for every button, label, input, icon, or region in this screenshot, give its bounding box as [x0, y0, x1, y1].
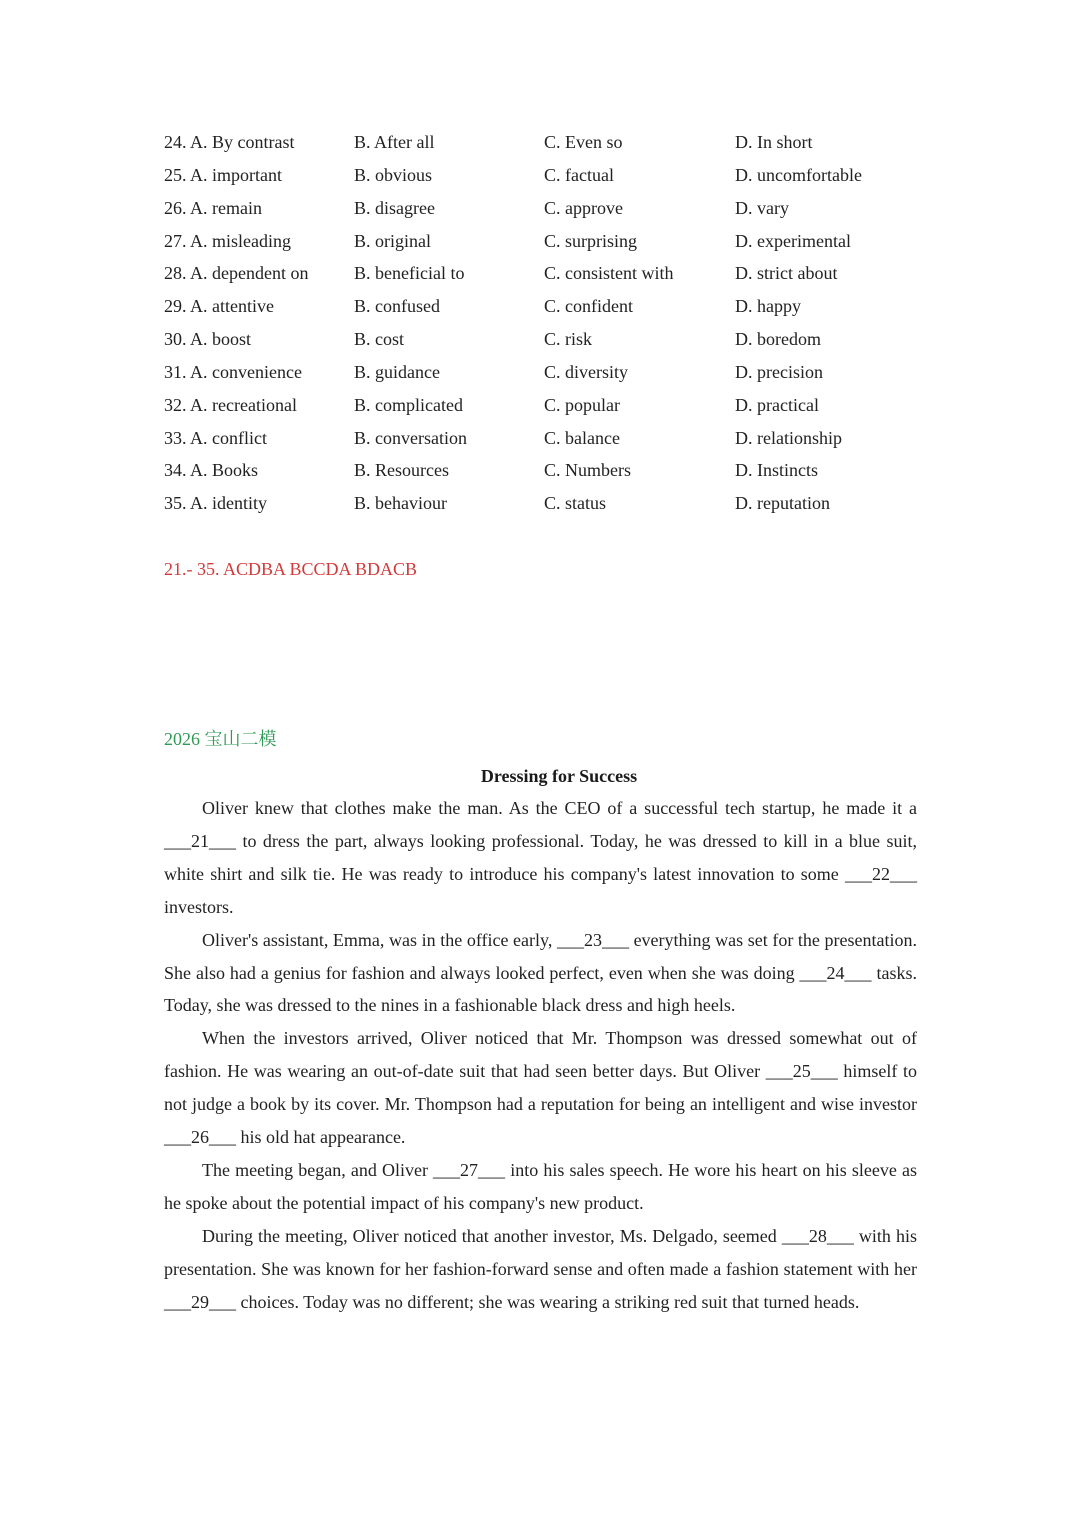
option-c: C. consistent with	[544, 263, 674, 284]
option-d: D. experimental	[735, 230, 851, 251]
option-c: C. risk	[544, 329, 593, 350]
option-c: C. status	[544, 493, 607, 514]
option-b: B. beneficial to	[354, 263, 465, 284]
passage-body	[164, 792, 917, 1319]
option-d: D. practical	[735, 394, 819, 415]
option-b: B. Resources	[354, 460, 449, 481]
option-d: D. relationship	[735, 427, 842, 448]
option-c: C. factual	[544, 164, 614, 185]
option-b: B. disagree	[354, 197, 435, 218]
option-d: D. Instincts	[735, 460, 818, 481]
option-a: 27. A. misleading	[164, 230, 291, 251]
option-a: 31. A. convenience	[164, 361, 302, 382]
options-table	[164, 126, 924, 520]
option-row	[164, 257, 924, 290]
option-c: C. approve	[544, 197, 623, 218]
option-row	[164, 356, 924, 389]
option-d: D. strict about	[735, 263, 838, 284]
passage-title: Dressing for Success	[480, 766, 638, 786]
answer-key: 21.- 35. ACDBA BCCDA BDACB	[164, 559, 418, 579]
option-b: B. confused	[354, 296, 440, 317]
option-a: 35. A. identity	[164, 493, 267, 514]
option-row	[164, 389, 924, 422]
option-row	[164, 159, 924, 192]
option-c: C. diversity	[544, 361, 628, 382]
option-c: C. popular	[544, 394, 620, 415]
option-row	[164, 323, 924, 356]
option-b: B. complicated	[354, 394, 463, 415]
option-d: D. precision	[735, 361, 823, 382]
passage-paragraph: Oliver knew that clothes make the man. As the CEO of a successful tech startup, he made it a ___21___ to dress the part, always looking professional. Today, he was dressed to kill in a blue suit, white shirt and silk tie. He was ready to introduce his company's latest innovation to some ___22___ investors.	[164, 798, 917, 917]
option-b: B. original	[354, 230, 431, 251]
option-a: 26. A. remain	[164, 197, 262, 218]
source-label: 2026 宝山二模	[164, 729, 277, 749]
option-d: D. boredom	[735, 329, 821, 350]
option-b: B. behaviour	[354, 493, 447, 514]
option-a: 29. A. attentive	[164, 296, 274, 317]
option-a: 25. A. important	[164, 164, 282, 185]
option-d: D. uncomfortable	[735, 164, 862, 185]
passage-paragraph: Oliver's assistant, Emma, was in the office early, ___23___ everything was set for the presentation. She also had a genius for fashion and always looked perfect, even when she was doing ___24___ tasks. Today, she was dressed to the nines in a fashionable black dress and high heels.	[164, 929, 917, 1016]
option-b: B. obvious	[354, 164, 433, 185]
option-a: 33. A. conflict	[164, 427, 267, 448]
passage-paragraph: During the meeting, Oliver noticed that another investor, Ms. Delgado, seemed ___28___ with his presentation. She was known for her fashion-forward sense and often made a fashion statement with her ___29___ choices. Today was no different; she was wearing a striking red suit that turned heads.	[164, 1225, 917, 1312]
option-row	[164, 422, 924, 455]
option-d: D. vary	[735, 197, 789, 218]
option-b: B. cost	[354, 329, 405, 350]
option-a: 28. A. dependent on	[164, 263, 309, 284]
option-a: 34. A. Books	[164, 460, 259, 481]
option-row	[164, 192, 924, 225]
option-d: D. In short	[735, 132, 813, 152]
passage-paragraph: When the investors arrived, Oliver noticed that Mr. Thompson was dressed somewhat out of fashion. He was wearing an out-of-date suit that had seen better days. But Oliver ___25___ himself to not judge a book by its cover. Mr. Thompson had a reputation for being an intelligent and wise investor ___26___ his old hat appearance.	[164, 1028, 917, 1148]
option-c: C. confident	[544, 296, 633, 317]
option-row	[164, 487, 924, 520]
option-c: C. balance	[544, 427, 620, 448]
option-d: D. reputation	[735, 493, 830, 514]
option-c: C. surprising	[544, 230, 638, 251]
option-a: 30. A. boost	[164, 329, 252, 350]
passage-paragraph: The meeting began, and Oliver ___27___ into his sales speech. He wore his heart on his sleeve as he spoke about the potential impact of his company's new product.	[164, 1159, 917, 1213]
option-row	[164, 225, 924, 258]
option-row	[164, 290, 924, 323]
option-c: C. Even so	[544, 132, 623, 152]
option-a: 32. A. recreational	[164, 394, 297, 415]
option-c: C. Numbers	[544, 460, 631, 481]
option-row	[164, 126, 924, 159]
option-a: 24. A. By contrast	[164, 132, 295, 152]
option-d: D. happy	[735, 296, 801, 317]
option-b: B. conversation	[354, 427, 467, 448]
option-b: B. guidance	[354, 361, 440, 382]
option-row	[164, 454, 924, 487]
option-b: B. After all	[354, 132, 435, 152]
